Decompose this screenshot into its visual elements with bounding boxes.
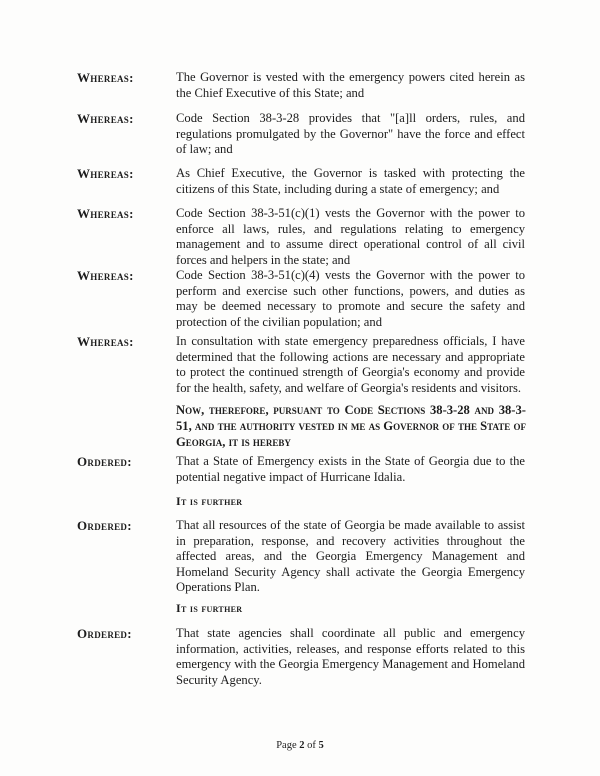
page-word: Page (276, 740, 297, 751)
whereas-label: Whereas: (77, 70, 134, 85)
whereas-clause (77, 70, 547, 101)
whereas-text: Code Section 38-3-51(c)(4) vests the Governor with the power to perform and exercise such other functions, powers, and duties as may be deemed necessary to promote and secure the safety and protection of the civilian population; and (176, 268, 525, 329)
whereas-text: The Governor is vested with the emergency powers cited herein as the Chief Executive of this State; and (176, 70, 525, 100)
it-is-further: It is further (176, 494, 243, 508)
ordered-text: That all resources of the state of Georgia be made available to assist in preparation, response, and recovery activities throughout the affected areas, and the Georgia Emergency Management and Homeland Security Agency shall activate the Georgia Emergency Operations Plan. (176, 518, 525, 595)
ordered-text: That state agencies shall coordinate all public and emergency information, activities, releases, and response efforts related to this emergency with the Georgia Emergency Management and Homeland Security Agency. (176, 626, 525, 687)
whereas-clause (77, 206, 547, 268)
ordered-text: That a State of Emergency exists in the State of Georgia due to the potential negative impact of Hurricane Idalia. (176, 454, 525, 484)
whereas-clause (77, 268, 547, 330)
whereas-label: Whereas: (77, 268, 134, 283)
whereas-clause (77, 166, 547, 197)
ordered-clause (77, 454, 547, 485)
ordered-label: Ordered: (77, 454, 132, 469)
whereas-text: In consultation with state emergency preparedness officials, I have determined that the following actions are necessary and appropriate to protect the continued strength of Georgia's economy and provide for the health, safety, and welfare of Georgia's residents and visitors. (176, 334, 525, 395)
ordered-label: Ordered: (77, 626, 132, 641)
ordered-clause (77, 518, 547, 596)
whereas-label: Whereas: (77, 111, 134, 126)
page-footer (0, 740, 600, 751)
whereas-label: Whereas: (77, 166, 134, 181)
ordered-clause (77, 626, 547, 688)
whereas-text: Code Section 38-3-28 provides that "[a]ll orders, rules, and regulations promulgated by the Governor" have the force and effect of law; and (176, 111, 525, 157)
it-is-further: It is further (176, 601, 243, 615)
page-number: 2 (299, 740, 305, 751)
whereas-clause (77, 334, 547, 396)
page-total: 5 (318, 740, 324, 751)
whereas-clause (77, 111, 547, 158)
of-word: of (307, 740, 316, 751)
ordered-label: Ordered: (77, 518, 132, 533)
whereas-text: As Chief Executive, the Governor is tasked with protecting the citizens of this State, including during a state of emergency; and (176, 166, 525, 196)
therefore-clause: Now, therefore, pursuant to Code Sections 38-3-28 and 38-3-51, and the authority vested in me as Governor of the State of Georgia, it is hereby (176, 403, 526, 449)
whereas-text: Code Section 38-3-51(c)(1) vests the Governor with the power to enforce all laws, rules, and regulations relating to emergency management and to assume direct operational control of all civil forces and helpers in the state; and (176, 206, 525, 267)
whereas-label: Whereas: (77, 334, 134, 349)
whereas-label: Whereas: (77, 206, 134, 221)
